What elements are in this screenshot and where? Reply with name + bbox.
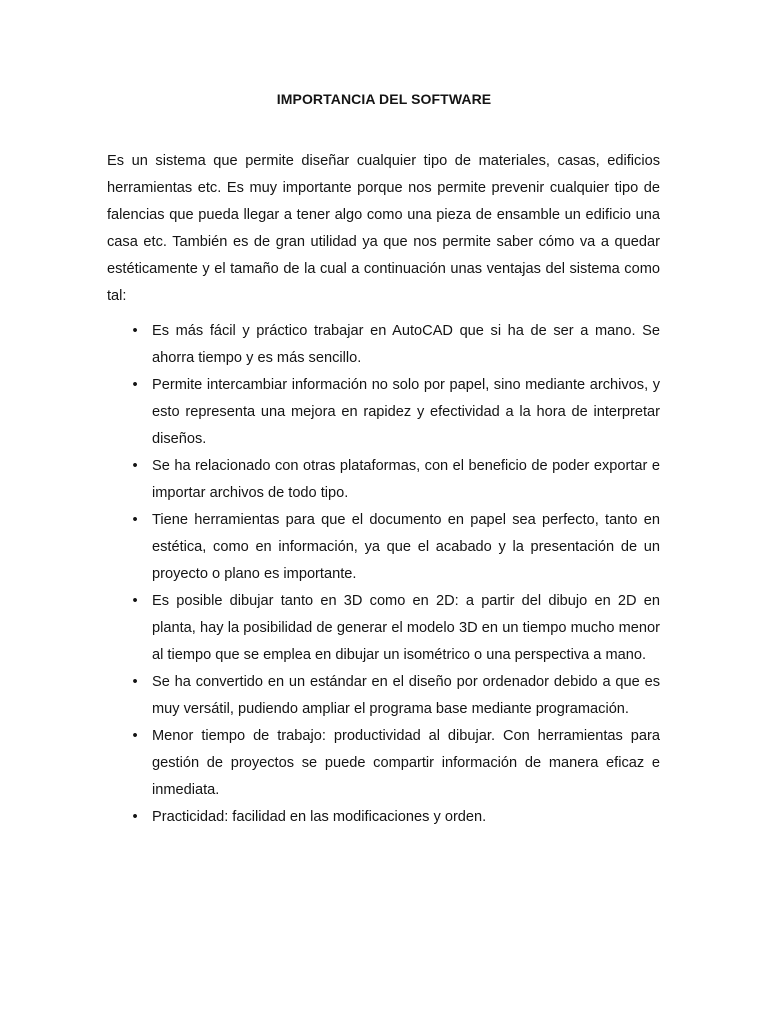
- bullet-icon: •: [132, 377, 138, 393]
- advantages-list: [107, 318, 660, 831]
- list-item: [107, 669, 660, 723]
- list-item-text: Es más fácil y práctico trabajar en AutoCAD que si ha de ser a mano. Se ahorra tiempo y es más sencillo.: [152, 323, 660, 366]
- list-item: [107, 453, 660, 507]
- bullet-icon: •: [132, 674, 138, 690]
- document-title: IMPORTANCIA DEL SOFTWARE: [276, 91, 492, 107]
- list-item: [107, 804, 660, 831]
- list-item-text: Menor tiempo de trabajo: productividad al dibujar. Con herramientas para gestión de proyectos se puede compartir información de manera eficaz e inmediata.: [152, 728, 660, 798]
- list-item: [107, 318, 660, 372]
- bullet-icon: •: [132, 728, 138, 744]
- list-item-text: Permite intercambiar información no solo por papel, sino mediante archivos, y esto representa una mejora en rapidez y efectividad a la hora de interpretar diseños.: [152, 377, 660, 447]
- list-item: [107, 372, 660, 453]
- bullet-icon: •: [132, 323, 138, 339]
- list-item: [107, 723, 660, 804]
- list-item: [107, 588, 660, 669]
- bullet-icon: •: [132, 809, 138, 825]
- intro-paragraph: Es un sistema que permite diseñar cualquier tipo de materiales, casas, edificios herramientas etc. Es muy importante porque nos permite prevenir cualquier tipo de falencias que pueda llegar a tener algo como una pieza de ensamble un edificio una casa etc. También es de gran utilidad ya que nos permite saber cómo va a quedar estéticamente y el tamaño de la cual a continuación unas ventajas del sistema como tal:: [107, 153, 660, 304]
- list-item-text: Se ha relacionado con otras plataformas, con el beneficio de poder exportar e importar archivos de todo tipo.: [152, 458, 660, 501]
- bullet-icon: •: [132, 593, 138, 609]
- list-item-text: Practicidad: facilidad en las modificaciones y orden.: [152, 809, 487, 825]
- bullet-icon: •: [132, 512, 138, 528]
- list-item-text: Se ha convertido en un estándar en el diseño por ordenador debido a que es muy versátil, pudiendo ampliar el programa base mediante programación.: [152, 674, 660, 717]
- list-item-text: Tiene herramientas para que el documento en papel sea perfecto, tanto en estética, como en información, ya que el acabado y la presentación de un proyecto o plano es importante.: [152, 512, 660, 582]
- list-item: [107, 507, 660, 588]
- bullet-icon: •: [132, 458, 138, 474]
- list-item-text: Es posible dibujar tanto en 3D como en 2D: a partir del dibujo en 2D en planta, hay la posibilidad de generar el modelo 3D en un tiempo mucho menor al tiempo que se emplea en dibujar un isométrico o una perspectiva a mano.: [152, 593, 660, 663]
